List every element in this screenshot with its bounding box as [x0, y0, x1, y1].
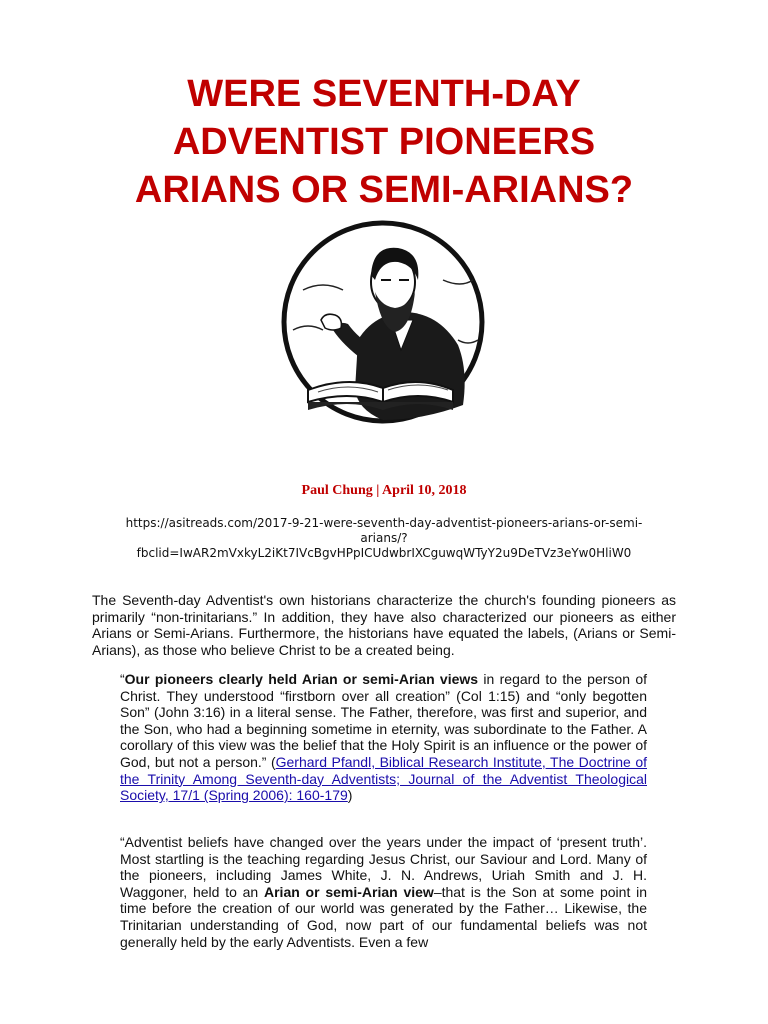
quote-paragraph-1 — [120, 671, 647, 804]
quote1-text: in regard to the person of Christ. They understood “firstborn over all creation” (Col 1:15) and “only begotten Son” (John 3:16) in a literal sense. The Father, therefore, was first and superior, and the Son, who had a beginning sometime in eternity, was subordinate to the Father. A corollary of this view was the belief that the Holy Spirit is an influence or the power of God, but not a person.” ( — [120, 671, 647, 770]
intro-paragraph: The Seventh-day Adventist's own historians characterize the church's founding pioneers as primarily “non-trinitarians.” In addition, they have also characterized our pioneers as either Arians or Semi-Arians. Furthermore, the historians have equated the labels, (Arians or Semi-Arians), as those who believe Christ to be a created being. — [92, 592, 676, 658]
quote2-bold: Arian or semi-Arian view — [264, 883, 434, 900]
author-date-byline: Paul Chung | April 10, 2018 — [301, 483, 467, 498]
quote-paragraph-2 — [120, 834, 647, 950]
citation-link[interactable]: Gerhard Pfandl, Biblical Research Institute, The Doctrine of the Trinity Among Seventh-day Adventists; Journal of the Adventist Theological Society, 17/1 (Spring 2006): 160-179 — [120, 753, 647, 804]
source-url[interactable] — [90, 516, 678, 561]
title-line-1: WERE SEVENTH-DAY — [187, 73, 581, 115]
document-title — [0, 70, 768, 214]
portrait-reading-man-icon — [263, 220, 503, 424]
title-line-3: ARIANS OR SEMI-ARIANS? — [134, 169, 634, 211]
quote2-text-before: “Adventist beliefs have changed over the years under the impact of ‘present truth’. Most startling is the teaching regarding Jesus Christ, our Saviour and Lord. Many of the pioneers, including James White, J. N. Andrews, Uriah Smith and J. H. Waggoner, held to an — [120, 834, 647, 900]
quote1-open: “ — [120, 671, 125, 687]
title-line-2: ADVENTIST PIONEERS — [172, 121, 596, 163]
quote2-text-after: –that is the Son at some point in time before the creation of our world was generated by the Father… Likewise, the Trinitarian understanding of God, now part of our fundamental beliefs was not generally held by the early Adventists. Even a few — [120, 883, 647, 950]
quote1-bold: Our pioneers clearly held Arian or semi-Arian views — [124, 671, 479, 687]
url-line-3: fbclid=IwAR2mVxkyL2iKt7IVcBgvHPpICUdwbrIXCguwqWTyY2u9DeTVz3eYw0HliW0 — [136, 546, 632, 560]
quote1-close: ) — [347, 787, 353, 804]
url-line-2: arians/? — [360, 531, 408, 545]
url-line-1: https://asitreads.com/2017-9-21-were-seventh-day-adventist-pioneers-arians-or-semi- — [125, 516, 643, 530]
